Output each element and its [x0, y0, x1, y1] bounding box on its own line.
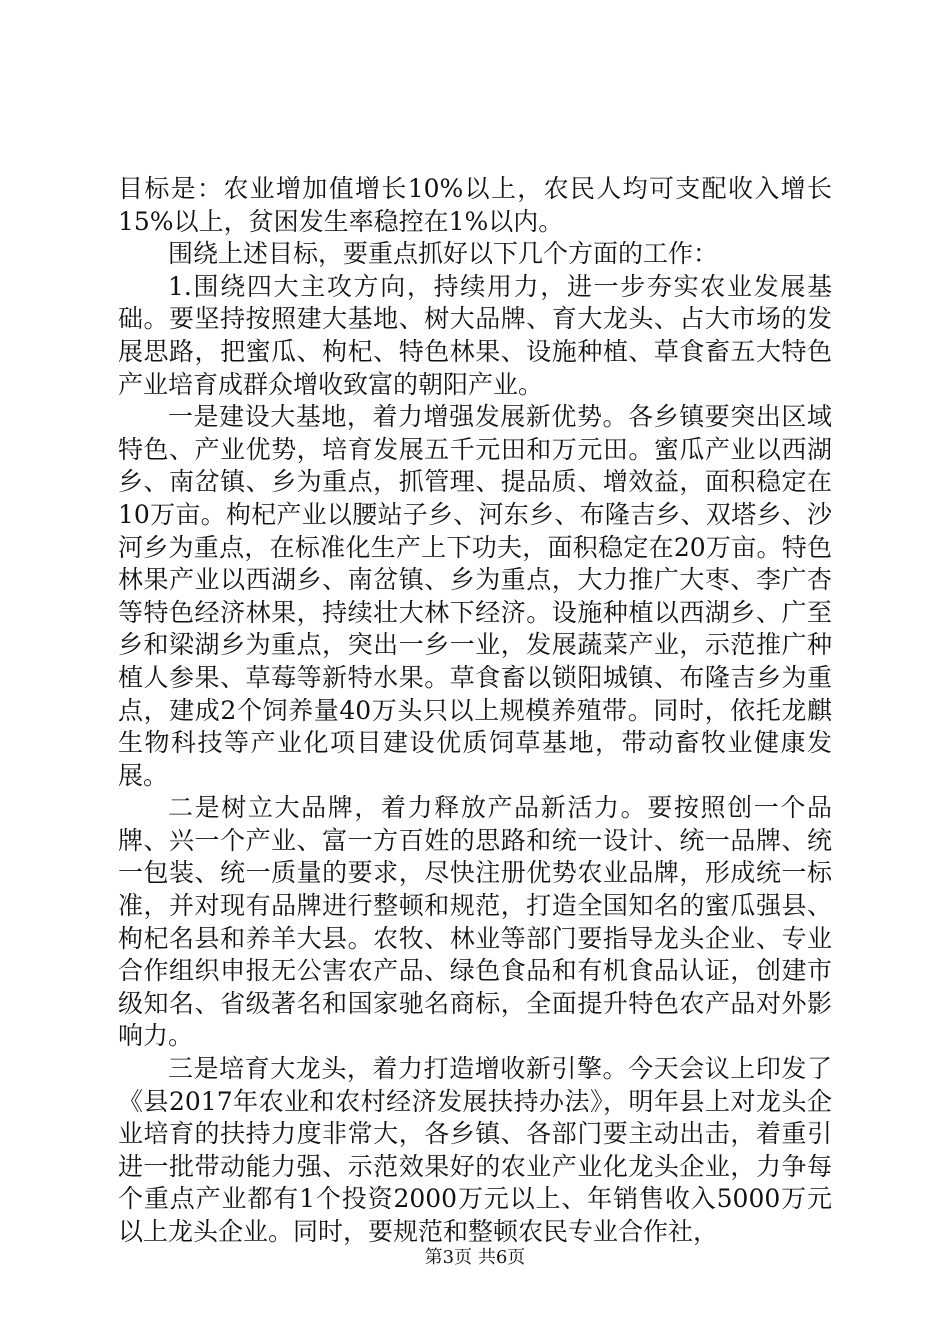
- page-number-footer: 第3页 共6页: [424, 1247, 526, 1268]
- paragraph-3: 1.围绕四大主攻方向，持续用力，进一步夯实农业发展基础。要坚持按照建大基地、树大品牌、育大龙头、占大市场的发展思路，把蜜瓜、枸杞、特色林果、设施种植、草食畜五大特色产业培育成群众增收致富的朝阳产业。: [118, 271, 832, 399]
- paragraph-6: 三是培育大龙头，着力打造增收新引擎。今天会议上印发了《县2017年农业和农村经济发展扶持办法》，明年县上对龙头企业培育的扶持力度非常大，各乡镇、各部门要主动出击，着重引进一批带动能力强、示范效果好的农业产业化龙头企业，力争每个重点产业都有1个投资2000万元以上、年销售收入5000万元以上龙头企业。同时，要规范和整顿农民专业合作社，: [118, 1054, 832, 1246]
- paragraph-2: 围绕上述目标，要重点抓好以下几个方面的工作：: [168, 239, 719, 269]
- document-body: [118, 173, 832, 1249]
- paragraph-4: 一是建设大基地，着力增强发展新优势。各乡镇要突出区域特色、产业优势，培育发展五千元田和万元田。蜜瓜产业以西湖乡、南岔镇、乡为重点，抓管理、提品质、增效益，面积稳定在10万亩。枸杞产业以腰站子乡、河东乡、布隆吉乡、双塔乡、沙河乡为重点，在标准化生产上下功夫，面积稳定在20万亩。特色林果产业以西湖乡、南岔镇、乡为重点，大力推广大枣、李广杏等特色经济林果，持续壮大林下经济。设施种植以西湖乡、广至乡和梁湖乡为重点，突出一乡一业，发展蔬菜产业，示范推广种植人参果、草莓等新特水果。草食畜以锁阳城镇、布隆吉乡为重点，建成2个饲养量40万头只以上规模养殖带。同时，依托龙麒生物科技等产业化项目建设优质饲草基地，带动畜牧业健康发展。: [118, 402, 832, 790]
- paragraph-1: 目标是：农业增加值增长10%以上，农民人均可支配收入增长15%以上，贫困发生率稳控在1%以内。: [118, 174, 832, 236]
- paragraph-5: 二是树立大品牌，着力释放产品新活力。要按照创一个品牌、兴一个产业、富一方百姓的思路和统一设计、统一品牌、统一包装、统一质量的要求，尽快注册优势农业品牌，形成统一标准，并对现有品牌进行整顿和规范，打造全国知名的蜜瓜强县、枸杞名县和养羊大县。农牧、林业等部门要指导龙头企业、专业合作组织申报无公害农产品、绿色食品和有机食品认证，创建市级知名、省级著名和国家驰名商标，全面提升特色农产品对外影响力。: [118, 793, 832, 1051]
